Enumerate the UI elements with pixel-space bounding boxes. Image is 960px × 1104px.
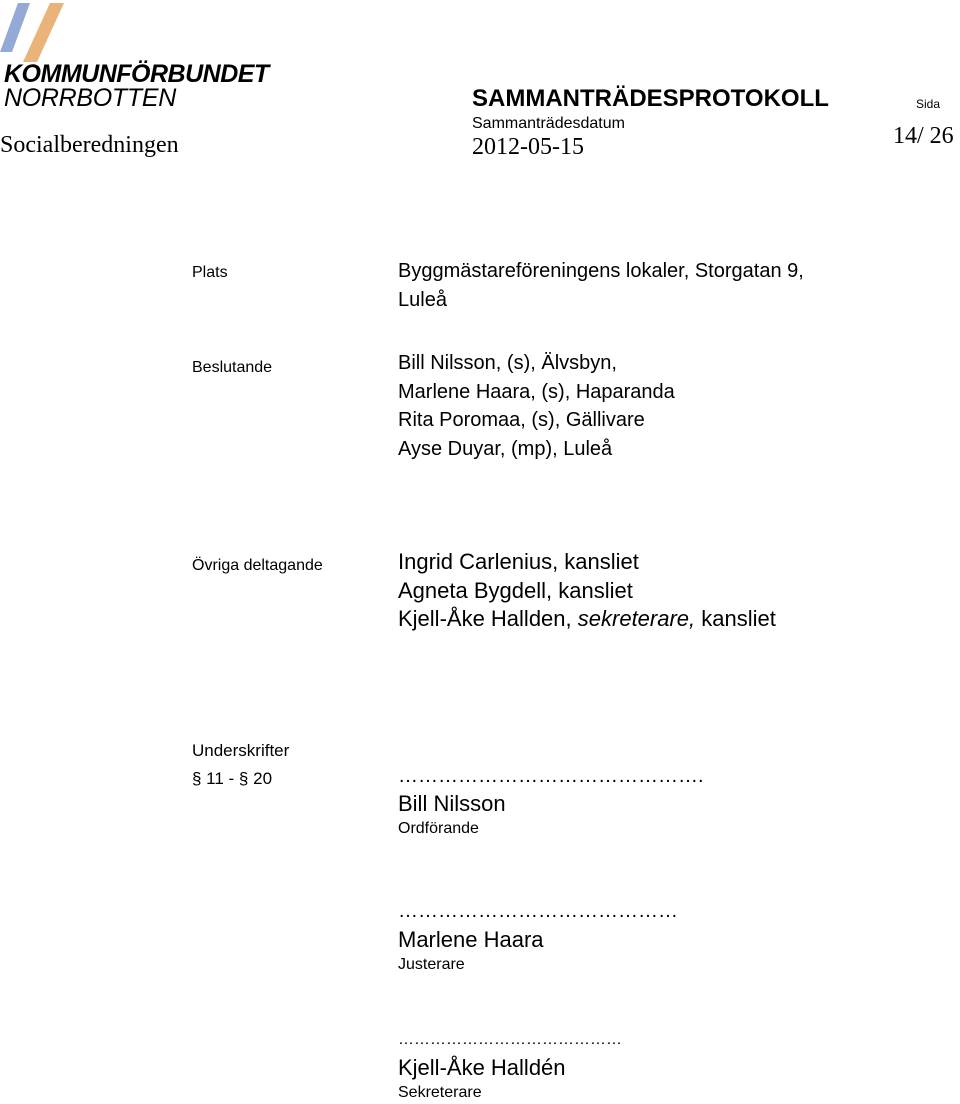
logo-text-kommunforbundet: KOMMUNFÖRBUNDET [4, 60, 269, 88]
signer-name: Bill Nilsson [398, 791, 506, 816]
beslutande-item: Marlene Haara, (s), Haparanda [398, 380, 675, 403]
ovriga-item [398, 605, 776, 634]
beslutande-item: Bill Nilsson, (s), Älvsbyn, [398, 352, 617, 374]
ovriga-list [398, 548, 776, 634]
logo-text-norrbotten: NORRBOTTEN [4, 84, 177, 112]
signer-name: Kjell-Åke Halldén [398, 1055, 566, 1080]
beslutande-list [398, 349, 675, 463]
page-label: Sida [916, 97, 941, 111]
paragraph-range: § 11 - § 20 [192, 769, 273, 788]
logo-stripes-icon [0, 0, 80, 66]
underskrifter-label: Underskrifter [192, 741, 290, 760]
signature-line: …………………………………… [398, 900, 678, 922]
page-number: 14/ 26 [893, 123, 954, 149]
signature-line: ………………………………………. [398, 765, 704, 787]
ovriga-name: Kjell-Åke Hallden, [398, 606, 572, 631]
committee-name: Socialberedningen [0, 132, 179, 158]
beslutande-item: Ayse Duyar, (mp), Luleå [398, 437, 613, 460]
signer-role: Ordförande [398, 820, 479, 837]
plats-line: Luleå [398, 288, 447, 311]
ovriga-item: Agneta Bygdell, kansliet [398, 577, 633, 603]
meeting-date-label: Sammanträdesdatum [472, 115, 625, 132]
signature-line: …………………………………… [398, 1031, 622, 1048]
plats-value [398, 257, 804, 314]
ovriga-role: sekreterare, [577, 606, 696, 631]
meeting-date: 2012-05-15 [472, 134, 584, 160]
document-title: SAMMANTRÄDESPROTOKOLL [472, 85, 829, 112]
beslutande-item: Rita Poromaa, (s), Gällivare [398, 409, 645, 431]
signer-role: Sekreterare [398, 1084, 482, 1101]
plats-label: Plats [192, 264, 228, 281]
ovriga-item: Ingrid Carlenius, kansliet [398, 549, 639, 574]
signer-role: Justerare [398, 956, 465, 973]
plats-line: Byggmästareföreningens lokaler, Storgatan 9, [398, 260, 804, 282]
signer-name: Marlene Haara [398, 927, 544, 952]
ovriga-unit: kansliet [701, 606, 776, 631]
ovriga-label: Övriga deltagande [192, 557, 323, 574]
beslutande-label: Beslutande [192, 359, 273, 376]
